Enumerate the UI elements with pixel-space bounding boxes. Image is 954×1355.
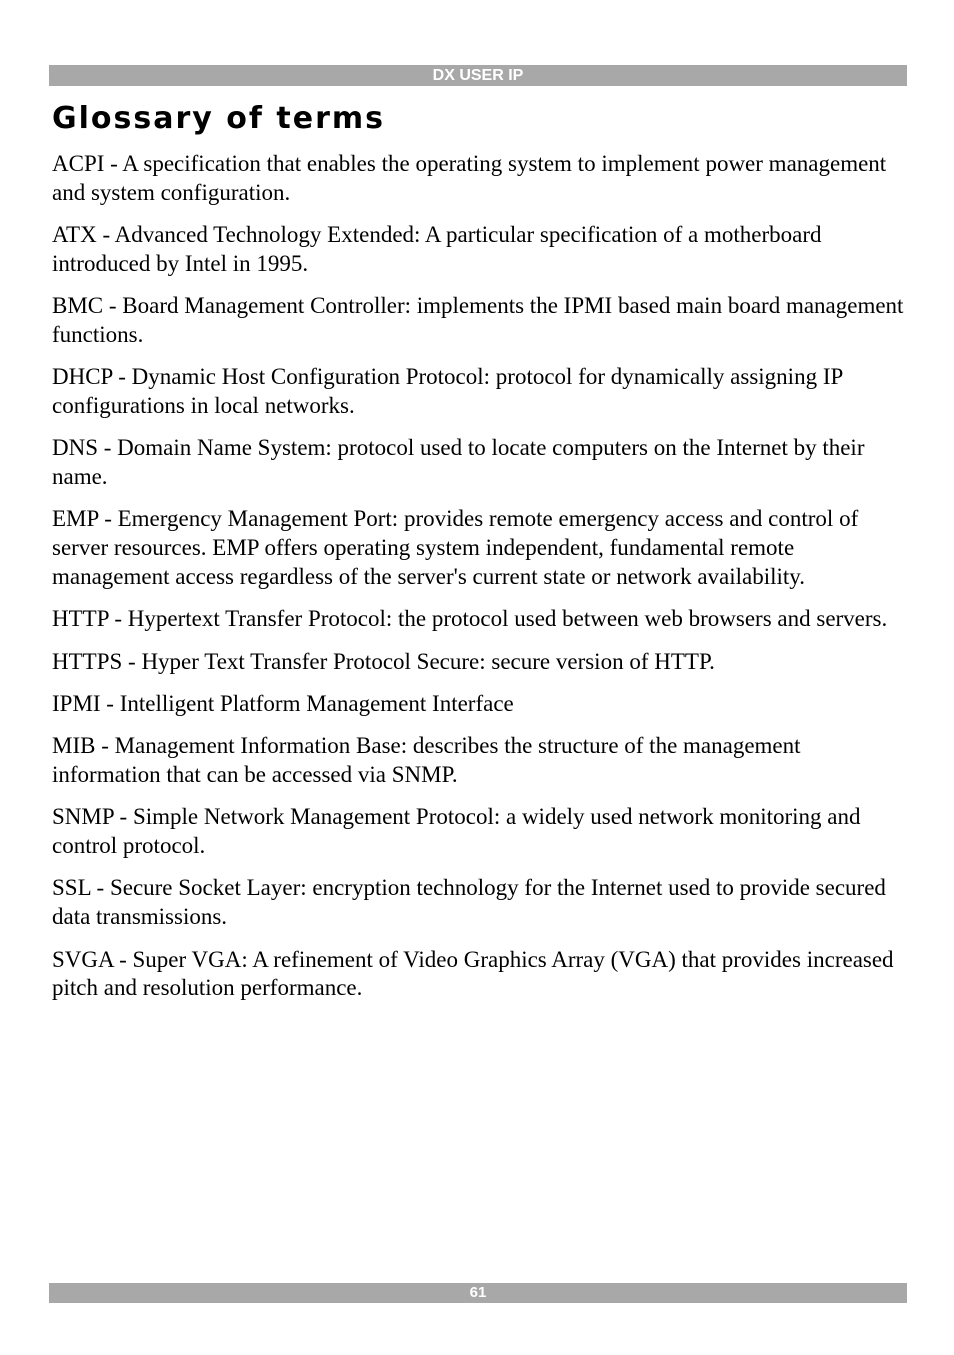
header-label: DX USER IP: [432, 67, 524, 84]
glossary-entry-svga: SVGA - Super VGA: A refinement of Video Graphics Array (VGA) that provides increased pitch and resolution performance.: [52, 946, 894, 1001]
glossary-entry-ipmi: IPMI - Intelligent Platform Management Interface: [52, 690, 514, 716]
glossary-entry-bmc: BMC - Board Management Controller: implements the IPMI based main board management functions.: [52, 293, 904, 347]
page-number: 61: [469, 1284, 487, 1301]
glossary-entry-mib: MIB - Management Information Base: describes the structure of the management information that can be accessed via SNMP.: [52, 733, 801, 788]
glossary-entry-acpi: ACPI - A specification that enables the operating system to implement power management and system configuration.: [52, 151, 887, 205]
glossary-entry-dns: DNS - Domain Name System: protocol used to locate computers on the Internet by their name.: [52, 435, 865, 490]
glossary-entry-dhcp: DHCP - Dynamic Host Configuration Protocol: protocol for dynamically assigning IP configurations in local networks.: [52, 364, 843, 419]
page-title: Glossary of terms: [52, 101, 385, 136]
glossary-list: [52, 150, 906, 1017]
glossary-entry-snmp: SNMP - Simple Network Management Protocol: a widely used network monitoring and control protocol.: [52, 804, 861, 859]
glossary-entry-atx: ATX - Advanced Technology Extended: A particular specification of a motherboard introduced by Intel in 1995.: [52, 222, 822, 276]
footer-bar: [49, 1283, 907, 1303]
glossary-entry-ssl: SSL - Secure Socket Layer: encryption technology for the Internet used to provide secured data transmissions.: [52, 875, 886, 930]
glossary-entry-http: HTTP - Hypertext Transfer Protocol: the protocol used between web browsers and servers.: [52, 606, 888, 632]
glossary-entry-https: HTTPS - Hyper Text Transfer Protocol Secure: secure version of HTTP.: [52, 648, 715, 674]
glossary-entry-emp: EMP - Emergency Management Port: provides remote emergency access and control of server resources. EMP offers operating system independent, fundamental remote management access regardless of the server's current state or network availability.: [52, 506, 859, 590]
header-bar: [49, 65, 907, 86]
